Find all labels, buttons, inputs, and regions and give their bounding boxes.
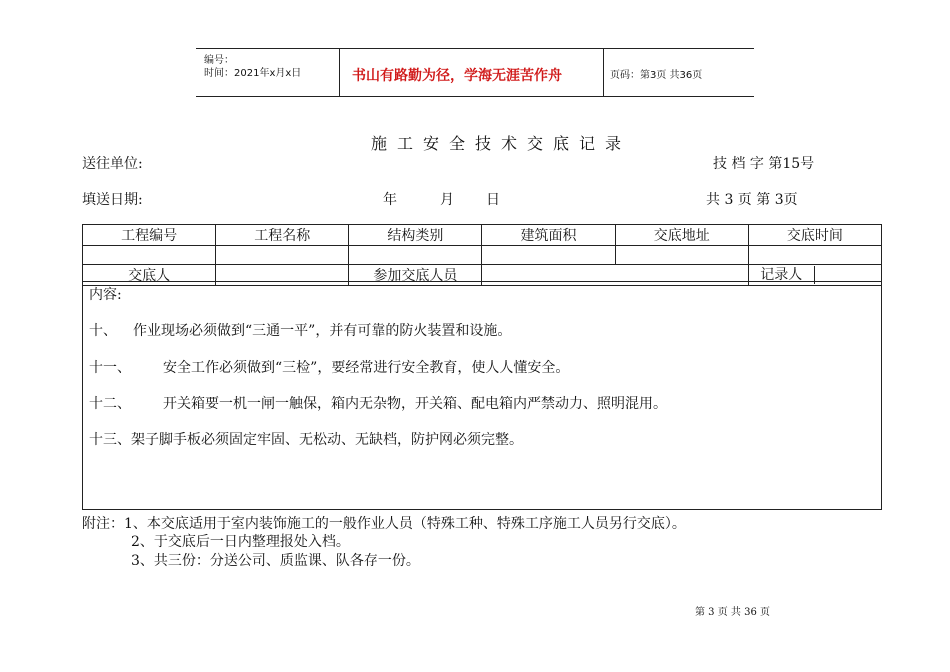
- notes-line: [82, 513, 686, 533]
- list-item: [89, 320, 511, 340]
- header-cell: 交底时间: [748, 225, 881, 246]
- recorder-label: 记录人: [749, 266, 815, 284]
- header-cell: 交底地址: [615, 225, 748, 246]
- item-number: 十三、: [89, 432, 131, 448]
- code-label: 编号：: [204, 55, 234, 66]
- item-number: 十二、: [89, 396, 131, 412]
- item-number: 十一、: [89, 360, 131, 376]
- list-item: [89, 393, 667, 413]
- header-cell: 工程编号: [83, 225, 216, 246]
- item-text: 作业现场必须做到“三通一平”，并有可靠的防火装置和设施。: [133, 323, 512, 339]
- page-count: 共 3 页 第 3页: [706, 192, 798, 208]
- presenter-label: 交底人: [83, 265, 216, 286]
- day-label: 日: [486, 192, 500, 208]
- fill-date-label: 填送日期:: [82, 192, 143, 208]
- note-item: 2、于交底后一日内整理报处入档。: [131, 534, 350, 550]
- list-item: [89, 429, 523, 449]
- note-item: 3、共三份：分送公司、质监课、队各存一份。: [131, 553, 420, 569]
- list-item: [89, 357, 569, 377]
- year-label: 年: [383, 192, 397, 208]
- info-table: [82, 224, 882, 286]
- item-text: 开关箱要一机一闸一触保，箱内无杂物，开关箱、配电箱内严禁动力、照明混用。: [163, 396, 667, 412]
- table-cell: [349, 246, 482, 265]
- header-cell: 结构类别: [349, 225, 482, 246]
- table-cell: [615, 246, 748, 265]
- table-cell: [83, 246, 216, 265]
- table-cell: [482, 246, 615, 265]
- month-label: 月: [440, 192, 454, 208]
- doc-number: 技 档 字 第15号: [713, 156, 815, 172]
- send-unit-label: 送往单位:: [82, 156, 143, 172]
- table-cell: [748, 246, 881, 265]
- header-cell: 工程名称: [216, 225, 349, 246]
- notes-label: 附注：: [82, 516, 124, 532]
- footer-page-number: 第 3 页 共 36 页: [695, 607, 770, 618]
- header-cell: 建筑面积: [482, 225, 615, 246]
- item-number: 十、: [89, 323, 117, 339]
- item-text: 安全工作必须做到“三检”，要经常进行安全教育，使人人懂安全。: [163, 360, 570, 376]
- time-label: 时间：2021年x月x日: [204, 68, 302, 79]
- table-cell: [216, 246, 349, 265]
- participants-label: 参加交底人员: [349, 265, 482, 286]
- item-text: 架子脚手板必须固定牢固、无松动、无缺档，防护网必须完整。: [131, 432, 523, 448]
- motto: 书山有路勤为径，学海无涯苦作舟: [352, 68, 562, 84]
- table-row: [83, 246, 882, 265]
- page-title: 施工安全技术交底记录: [371, 134, 632, 153]
- page-code: 页码：第3页 共36页: [610, 70, 703, 81]
- content-label: 内容:: [89, 287, 122, 303]
- note-item: 1、本交底适用于室内装饰施工的一般作业人员（特殊工种、特殊工序施工人员另行交底）。: [124, 516, 686, 532]
- table-header-row: [83, 225, 882, 246]
- content-box: [82, 281, 882, 510]
